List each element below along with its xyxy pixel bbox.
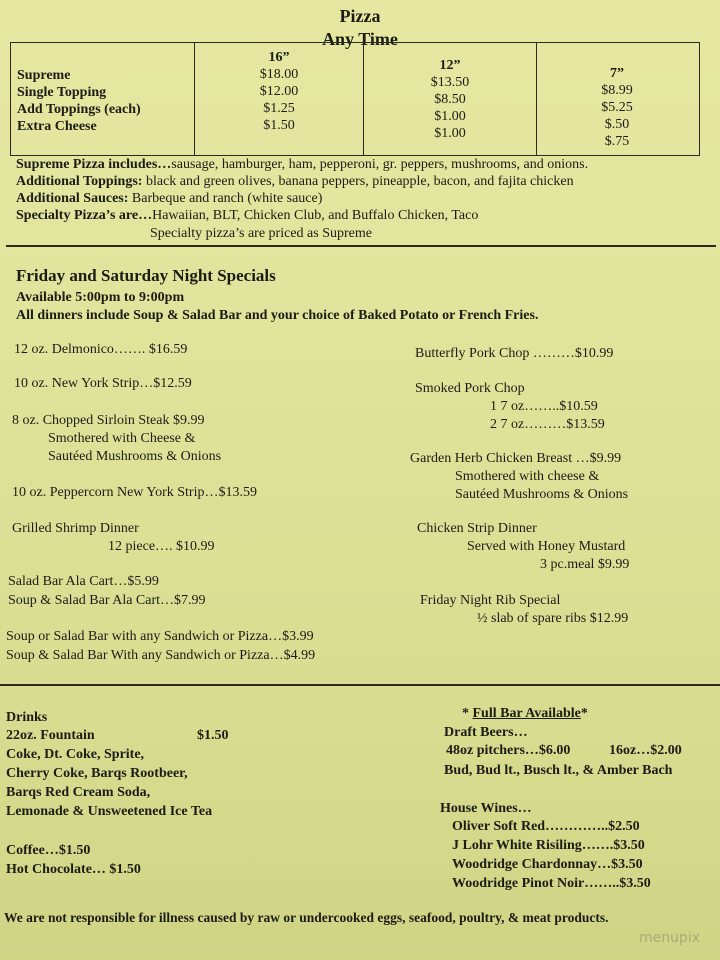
bar-suffix: * [580, 706, 588, 721]
pizza-note-text: black and green olives, banana peppers, pineapple, bacon, and fajita chicken [142, 174, 574, 189]
pizza-note-text: sausage, hamburger, ham, pepperoni, gr. peppers, mushrooms, and onions. [171, 157, 589, 172]
special-item: Soup & Salad Bar Ala Cart…$7.99 [8, 593, 206, 608]
pizza-item: Supreme [17, 68, 71, 83]
pizza-item: Add Toppings (each) [17, 102, 141, 117]
special-item-detail: 3 pc.meal $9.99 [540, 557, 630, 572]
beer-list: Bud, Bud lt., Busch lt., & Amber Bach [444, 763, 673, 778]
special-item: Garden Herb Chicken Breast …$9.99 [410, 451, 622, 466]
drink-line: Coke, Dt. Coke, Sprite, [6, 747, 145, 762]
pizza-price-table [10, 42, 700, 156]
price-cell: $13.50 [430, 75, 470, 90]
pizza-note-label: Supreme Pizza includes… [16, 157, 172, 172]
special-item-detail: Sautéed Mushrooms & Onions [455, 487, 629, 502]
price-cell: $5.25 [601, 100, 633, 115]
pizza-note [16, 191, 322, 207]
pizza-note [16, 208, 478, 224]
special-item-detail: Served with Honey Mustard [467, 539, 626, 554]
beer-16oz-price: 16oz…$2.00 [609, 743, 682, 758]
price-cell: $8.50 [434, 92, 466, 107]
size-header: 16” [268, 50, 290, 65]
special-item: 10 oz. Peppercorn New York Strip…$13.59 [12, 485, 257, 500]
special-item: Butterfly Pork Chop ………$10.99 [415, 346, 614, 361]
size-header: 7” [610, 66, 624, 81]
draft-beers-title: Draft Beers… [444, 725, 528, 740]
food-safety-disclaimer: We are not responsible for illness caused by raw or undercooked eggs, seafood, poultry, & meat products. [4, 910, 609, 925]
price-cell: $1.25 [263, 101, 295, 116]
special-item: Soup & Salad Bar With any Sandwich or Pizza…$4.99 [6, 648, 316, 663]
price-cell: $.50 [604, 117, 630, 132]
pizza-size-column [364, 57, 536, 142]
specials-title: Friday and Saturday Night Specials [16, 266, 276, 285]
specials-hours: Available 5:00pm to 9:00pm [16, 290, 185, 305]
special-item: Smoked Pork Chop [415, 381, 525, 396]
specials-includes: All dinners include Soup & Salad Bar and your choice of Baked Potato or French Fries. [16, 308, 539, 323]
watermark: menupix [638, 930, 700, 946]
price-cell: $1.00 [434, 126, 466, 141]
price-cell: $.75 [604, 134, 630, 149]
drink-coffee: Coffee…$1.50 [6, 843, 91, 858]
special-item-detail: Smothered with cheese & [455, 469, 600, 484]
pizza-note [16, 174, 574, 190]
price-cell: $1.00 [434, 109, 466, 124]
special-item-detail: 2 7 oz………$13.59 [490, 417, 605, 432]
drink-hot-chocolate: Hot Chocolate… $1.50 [6, 862, 141, 877]
pizza-title: Pizza [339, 6, 381, 26]
pizza-size-column [537, 65, 697, 150]
pizza-item-list [17, 67, 141, 135]
price-cell: $18.00 [259, 67, 299, 82]
full-bar-title: Full Bar Available [472, 706, 581, 721]
price-cell: $8.99 [601, 83, 633, 98]
price-cell: $1.50 [263, 118, 295, 133]
special-item: Grilled Shrimp Dinner [12, 521, 139, 536]
special-item: 8 oz. Chopped Sirloin Steak $9.99 [12, 413, 205, 428]
special-item: Friday Night Rib Special [420, 593, 561, 608]
section-divider [6, 245, 716, 247]
beer-pitcher-price: 48oz pitchers…$6.00 [446, 743, 571, 758]
drink-line: Cherry Coke, Barqs Rootbeer, [6, 766, 188, 781]
special-item: 10 oz. New York Strip…$12.59 [14, 376, 192, 391]
wine-item: Woodridge Chardonnay…$3.50 [452, 857, 643, 872]
drink-line: Lemonade & Unsweetened Ice Tea [6, 804, 213, 819]
wine-item: J Lohr White Risiling…….$3.50 [452, 838, 645, 853]
section-divider [0, 684, 720, 686]
pizza-subtitle: Any Time [322, 29, 398, 49]
size-header: 12” [439, 58, 461, 73]
house-wines-title: House Wines… [440, 801, 532, 816]
pizza-item: Single Topping [17, 85, 107, 100]
special-item: Soup or Salad Bar with any Sandwich or Pizza…$3.99 [6, 629, 314, 644]
pizza-item: Extra Cheese [17, 119, 97, 134]
pizza-note-text: Barbeque and ranch (white sauce) [128, 191, 323, 206]
drink-line: Barqs Red Cream Soda, [6, 785, 151, 800]
wine-item: Woodridge Pinot Noir……..$3.50 [452, 876, 651, 891]
pizza-note-label: Specialty Pizza’s are… [16, 208, 153, 223]
drinks-title: Drinks [6, 710, 48, 725]
special-item: Chicken Strip Dinner [417, 521, 537, 536]
special-item-detail: ½ slab of spare ribs $12.99 [477, 611, 629, 626]
full-bar-heading [462, 706, 588, 722]
pizza-note-label: Additional Sauces: [16, 191, 129, 206]
pizza-size-column [194, 49, 364, 134]
special-item-detail: Smothered with Cheese & [48, 431, 196, 446]
pizza-note [16, 157, 588, 173]
pizza-note-text: Hawaiian, BLT, Chicken Club, and Buffalo Chicken, Taco [152, 208, 479, 223]
special-item-detail: Sautéed Mushrooms & Onions [48, 449, 222, 464]
drink-fountain-price: $1.50 [197, 728, 229, 743]
special-item-detail: 1 7 oz……..$10.59 [490, 399, 598, 414]
special-item: Salad Bar Ala Cart…$5.99 [8, 574, 159, 589]
price-cell: $12.00 [259, 84, 299, 99]
pizza-note-label: Additional Toppings: [16, 174, 143, 189]
bar-prefix: * [462, 706, 473, 721]
specialty-price-note: Specialty pizza’s are priced as Supreme [150, 226, 372, 241]
special-item-detail: 12 piece…. $10.99 [108, 539, 215, 554]
special-item: 12 oz. Delmonico……. $16.59 [14, 342, 188, 357]
drink-fountain: 22oz. Fountain [6, 728, 95, 743]
wine-item: Oliver Soft Red…………..$2.50 [452, 819, 640, 834]
